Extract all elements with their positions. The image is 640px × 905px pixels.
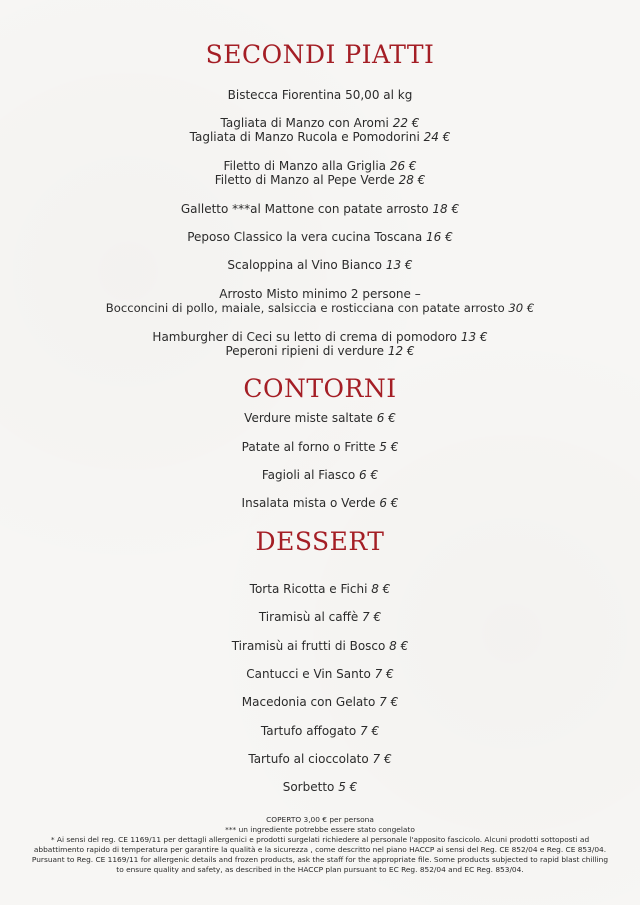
coperto-note: COPERTO 3,00 € per persona [266,815,374,824]
item-price: 6 € [379,496,399,510]
section-title-secondi: SECONDI PIATTI [205,40,435,69]
item-price: 26 € [389,159,417,173]
item-name: Verdure miste saltate [244,411,377,425]
menu-item [0,639,640,653]
item-name: Scaloppina al Vino Bianco [227,258,386,272]
footer-notes [30,815,610,875]
menu-item [0,610,640,624]
item-name: Tagliata di Manzo con Aromi [220,116,393,130]
item-name: Peperoni ripieni di verdure [225,344,388,358]
item-name: Cantucci e Vin Santo [246,667,375,681]
item-name: Filetto di Manzo alla Griglia [223,159,390,173]
item-price: 5 € [338,780,358,794]
item-name: Tagliata di Manzo Rucola e Pomodorini [189,130,424,144]
allergen-note-en: Pursuant to Reg. CE 1169/11 for allergenic details and frozen products, ask the staff for the appropriate file. Some products subjected to rapid blast chilling to ensure quality and safety, as described in the HACCP plan pursuant to EC Reg. 852/04 and EC Reg. 853/04. [31,855,609,874]
item-price: 7 € [362,610,382,624]
item-price: 8 € [389,639,409,653]
item-price: 13 € [385,258,413,272]
menu-item [0,173,640,187]
item-price: 5 € [379,440,399,454]
item-price: 7 € [360,724,380,738]
item-name: Bocconcini di pollo, maiale, salsiccia e rosticciana con patate arrosto [105,301,509,315]
menu-item [0,344,640,358]
item-name: Macedonia con Gelato [241,695,380,709]
item-price: 28 € [398,173,426,187]
item-price: 7 € [372,752,392,766]
item-name: Hamburgher di Ceci su letto di crema di pomodoro [152,330,461,344]
menu-item [0,695,640,709]
item-price: 6 € [359,468,379,482]
item-price: 13 € [460,330,488,344]
item-name: Filetto di Manzo al Pepe Verde [214,173,399,187]
menu-item [0,724,640,738]
item-price: 30 € [508,301,535,315]
item-price: 16 € [426,230,453,244]
menu-item [0,667,640,681]
menu-item [0,411,640,425]
menu-item [0,159,640,173]
item-name: Patate al forno o Fritte [241,440,380,454]
item-price: 6 € [376,411,396,425]
item-name: Tartufo affogato [260,724,361,738]
menu-item [0,468,640,482]
item-name: Fagioli al Fiasco [261,468,360,482]
item-price: 24 € [423,130,451,144]
menu-item [0,287,640,301]
menu-item [0,582,640,596]
menu-item [0,496,640,510]
item-name: Tiramisù al caffè [258,610,363,624]
frozen-note: *** un ingrediente potrebbe essere stato congelato [225,825,415,834]
item-name: Tartufo al cioccolato [248,752,373,766]
menu-item [0,752,640,766]
menu-item [0,116,640,130]
item-name: Peposo Classico la vera cucina Toscana [187,230,427,244]
menu-item [0,780,640,794]
item-name: Galletto ***al Mattone con patate arrosto [180,202,433,216]
section-title-contorni: CONTORNI [243,374,397,403]
menu-item [0,130,640,144]
menu-item [0,301,640,315]
allergen-note-it: * Ai sensi del reg. CE 1169/11 per dettagli allergenici e prodotti surgelati richiedere al personale l'apposito fascicolo. Alcuni prodotti sottoposti ad abbattimento rapido di temperatura per garantire la qualità e la sicurezza , come descritto nel piano HACCP ai sensi del Reg. CE 852/04 e Reg. CE 853/04. [33,835,607,854]
item-name: Tiramisù ai frutti di Bosco [231,639,390,653]
item-price: 22 € [392,116,420,130]
item-name: Insalata mista o Verde [241,496,380,510]
item-price: 18 € [432,202,460,216]
item-name: Arrosto Misto minimo 2 persone – [219,287,421,301]
item-name: Sorbetto [282,780,339,794]
menu-item [0,88,640,102]
item-name: Torta Ricotta e Fichi [249,582,372,596]
menu-item [0,258,640,272]
menu-item [0,230,640,244]
item-price: 7 € [379,695,399,709]
item-price: 7 € [374,667,394,681]
menu-item [0,202,640,216]
section-title-dessert: DESSERT [255,527,385,556]
menu-item [0,440,640,454]
item-price: 8 € [371,582,391,596]
menu-item [0,330,640,344]
item-name: Bistecca Fiorentina 50,00 al kg [227,88,413,102]
item-price: 12 € [387,344,415,358]
